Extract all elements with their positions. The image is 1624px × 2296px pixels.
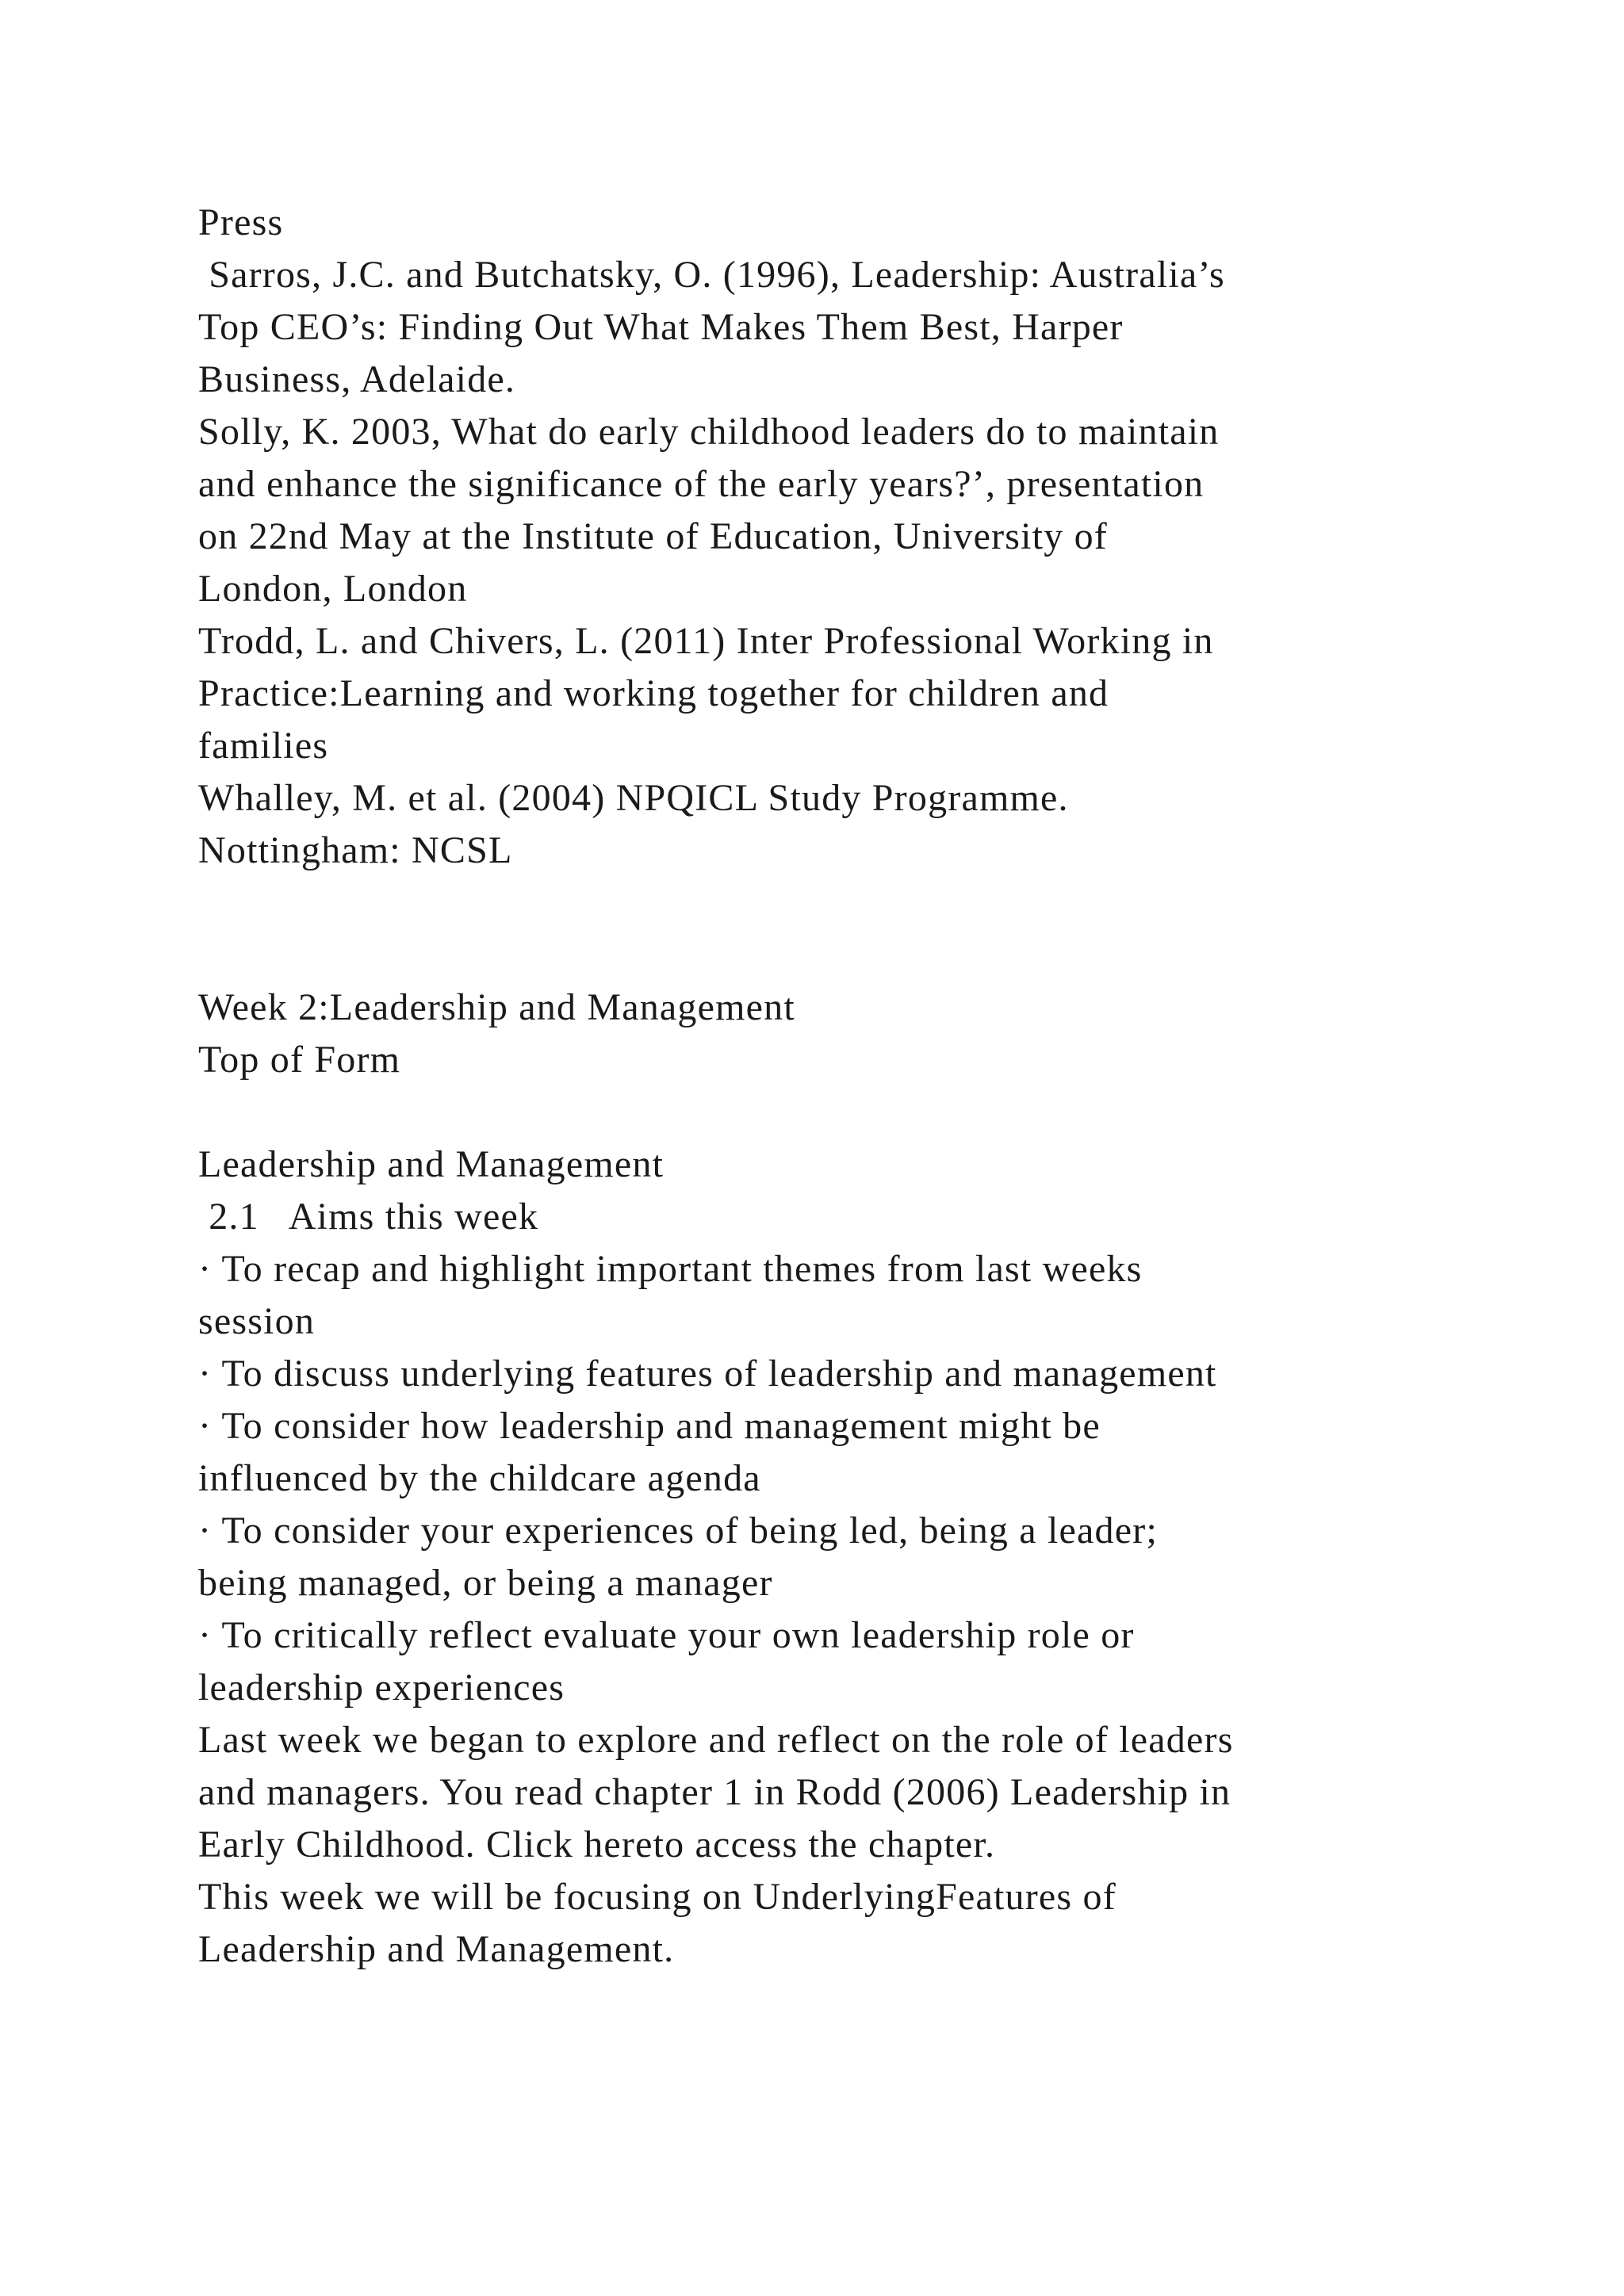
reference-line: Top CEO’s: Finding Out What Makes Them Best, Harper bbox=[198, 306, 1124, 348]
body-line: and managers. You read chapter 1 in Rodd (2006) Leadership in bbox=[198, 1771, 1231, 1813]
spacer bbox=[198, 929, 1546, 982]
body-line: Last week we began to explore and reflect on the role of leaders bbox=[198, 1719, 1234, 1761]
body-line: Leadership and Management. bbox=[198, 1928, 675, 1970]
spacer bbox=[198, 1086, 1546, 1138]
aims-line: influenced by the childcare agenda bbox=[198, 1457, 761, 1499]
reference-line: London, London bbox=[198, 568, 468, 610]
body-line: Early Childhood. Click hereto access the chapter. bbox=[198, 1823, 996, 1866]
top-of-form-marker: Top of Form bbox=[198, 1039, 401, 1081]
aims-heading: 2.1 Aims this week bbox=[198, 1196, 539, 1238]
reference-line: on 22nd May at the Institute of Education, University of bbox=[198, 515, 1108, 557]
reference-line: Solly, K. 2003, What do early childhood leaders do to maintain bbox=[198, 411, 1220, 453]
aims-line: · To consider your experiences of being led, being a leader; bbox=[198, 1510, 1158, 1552]
aims-line: · To consider how leadership and management might be bbox=[198, 1405, 1101, 1447]
reference-line: Practice:Learning and working together for children and bbox=[198, 672, 1109, 714]
week-heading: Week 2:Leadership and Management bbox=[198, 986, 795, 1028]
reference-line: Trodd, L. and Chivers, L. (2011) Inter Professional Working in bbox=[198, 620, 1214, 662]
reference-line: Press bbox=[198, 201, 284, 243]
section-title: Leadership and Management bbox=[198, 1143, 665, 1185]
spacer bbox=[198, 877, 1546, 929]
aims-line: · To recap and highlight important themes from last weeks bbox=[198, 1248, 1143, 1290]
reference-line: Business, Adelaide. bbox=[198, 358, 516, 400]
aims-line: session bbox=[198, 1300, 316, 1342]
body-paragraphs bbox=[198, 1714, 1546, 1976]
body-line: This week we will be focusing on UnderlyingFeatures of bbox=[198, 1876, 1116, 1918]
reference-line: Sarros, J.C. and Butchatsky, O. (1996), Leadership: Australia’s bbox=[198, 254, 1225, 296]
document-body bbox=[198, 197, 1546, 1976]
reference-line: and enhance the significance of the early years?’, presentation bbox=[198, 463, 1205, 505]
reference-line: Nottingham: NCSL bbox=[198, 829, 513, 871]
aims-line: · To discuss underlying features of leadership and management bbox=[198, 1353, 1217, 1395]
aims-line: leadership experiences bbox=[198, 1667, 565, 1709]
reference-line: Whalley, M. et al. (2004) NPQICL Study Programme. bbox=[198, 777, 1069, 819]
reference-line: families bbox=[198, 725, 329, 767]
reference-list bbox=[198, 197, 1546, 877]
aims-line: being managed, or being a manager bbox=[198, 1562, 773, 1604]
aims-list bbox=[198, 1243, 1546, 1714]
aims-line: · To critically reflect evaluate your own leadership role or bbox=[198, 1614, 1135, 1656]
